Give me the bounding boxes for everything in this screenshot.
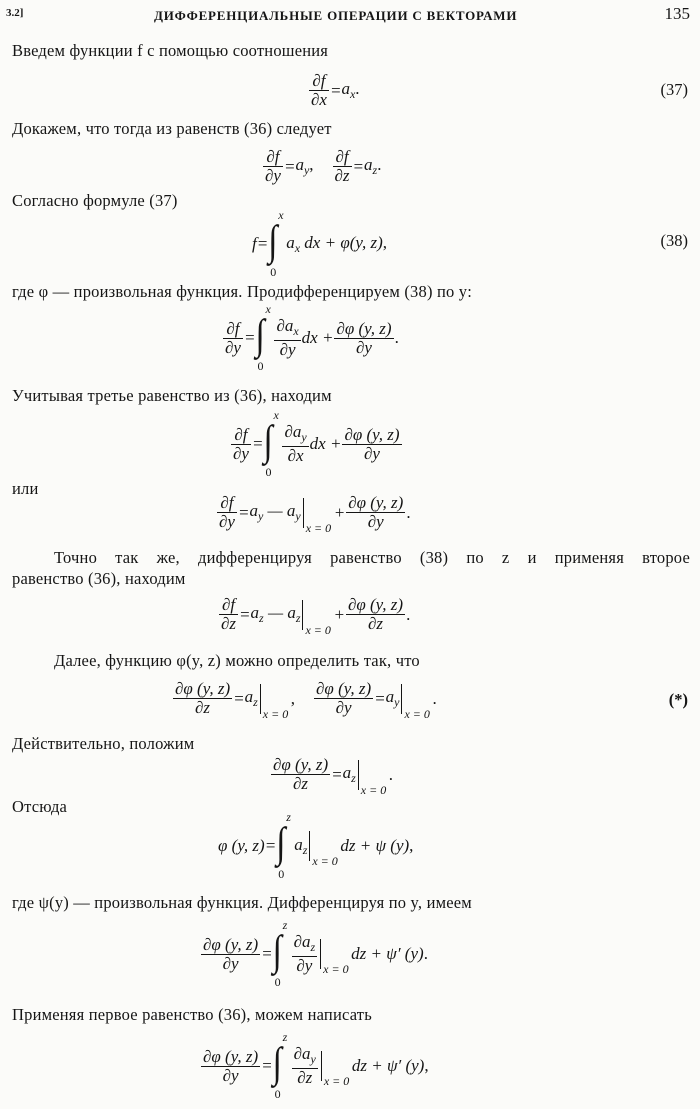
equation-star: $\frac{\partial\varphi (y, z)}{\partial z}$ $=a_z$ x = 0 , $\frac{\partial\varphi (y, z)}{\partial y}$ $=a_y$ x = 0 . [175, 679, 437, 721]
equation-partials-yz: $\frac{\partial f}{\partial y}$ $=a_y$, $\frac{\partial f}{\partial z}$ $=a_z$. [265, 147, 382, 185]
equation-dfdy-3: $\frac{\partial f}{\partial y}$ $=a_y$ — $a_y$ x = 0 + $\frac{\partial\varphi (y, z)}{\partial y}$ . [219, 493, 411, 535]
equation-dfdz: $\frac{\partial f}{\partial z}$ $=a_z$ — $a_z$ x = 0 + $\frac{\partial\varphi (y, z)}{\partial z}$ . [221, 595, 411, 637]
paragraph-12: Применяя первое равенство (36), можем написать [12, 1005, 372, 1024]
paragraph-11: где ψ(y) — произвольная функция. Дифференцируя по y, имеем [12, 893, 472, 912]
paragraph-1: Введем функции f с помощью соотношения [12, 41, 329, 60]
paragraph-3: Согласно формуле (37) [12, 191, 178, 210]
paragraph-6: или [12, 479, 39, 498]
running-header [6, 4, 690, 24]
paragraph-7: Точно так же, дифференцируя равенство (38) по z и применяя второе равенство (36), находим [12, 548, 690, 588]
equation-number-38: (38) [660, 231, 688, 250]
equation-dphidz: $\frac{\partial\varphi (y, z)}{\partial z}$ $=a_z$ x = 0 . [273, 755, 394, 797]
equation-dphidy-1: $\frac{\partial\varphi (y, z)}{\partial y}$ = ∫ z 0 $\frac{\partial a_z}{\partial y}$ x = 0 dz + ψ′ (y). [203, 918, 428, 989]
paragraph-8: Далее, функцию φ(y, z) можно определить так, что [54, 651, 420, 670]
equation-38: f= ∫ x 0 $a_x$ dx + φ(y, z), [252, 208, 388, 279]
equation-number-star: (*) [668, 690, 688, 709]
equation-number-37: (37) [660, 80, 688, 99]
section-number: 3.2] [6, 7, 24, 19]
equation-phi: φ (y, z)= ∫ z 0 $a_z$ x = 0 dz + ψ (y), [218, 810, 414, 881]
equation-dphidy-2: $\frac{\partial\varphi (y, z)}{\partial y}$ = ∫ z 0 $\frac{\partial a_y}{\partial z}$ x = 0 dz + ψ′ (y), [203, 1030, 429, 1101]
page-number: 135 [664, 4, 690, 23]
paragraph-2: Докажем, что тогда из равенств (36) следует [12, 119, 332, 138]
paragraph-4: где φ — произвольная функция. Продифференцируем (38) по y: [12, 282, 473, 301]
chapter-title: ДИФФЕРЕНЦИАЛЬНЫЕ ОПЕРАЦИИ С ВЕКТОРАМИ [154, 8, 518, 23]
paragraph-5: Учитывая третье равенство из (36), находим [12, 386, 332, 405]
equation-dfdy-1: $\frac{\partial f}{\partial y}$ = ∫ x 0 $\frac{\partial a_x}{\partial y}$ dx + $\frac{\partial\varphi (y, z)}{\partial y}$ . [225, 302, 399, 373]
equation-37: $\frac{\partial f}{\partial x}$ $=a_x$. [311, 71, 360, 109]
equation-dfdy-2: $\frac{\partial f}{\partial y}$ = ∫ x 0 $\frac{\partial a_y}{\partial x}$ dx + $\frac{\partial\varphi (y, z)}{\partial y}$ [233, 408, 400, 479]
paragraph-9: Действительно, положим [12, 734, 195, 753]
paragraph-10: Отсюда [12, 797, 68, 816]
